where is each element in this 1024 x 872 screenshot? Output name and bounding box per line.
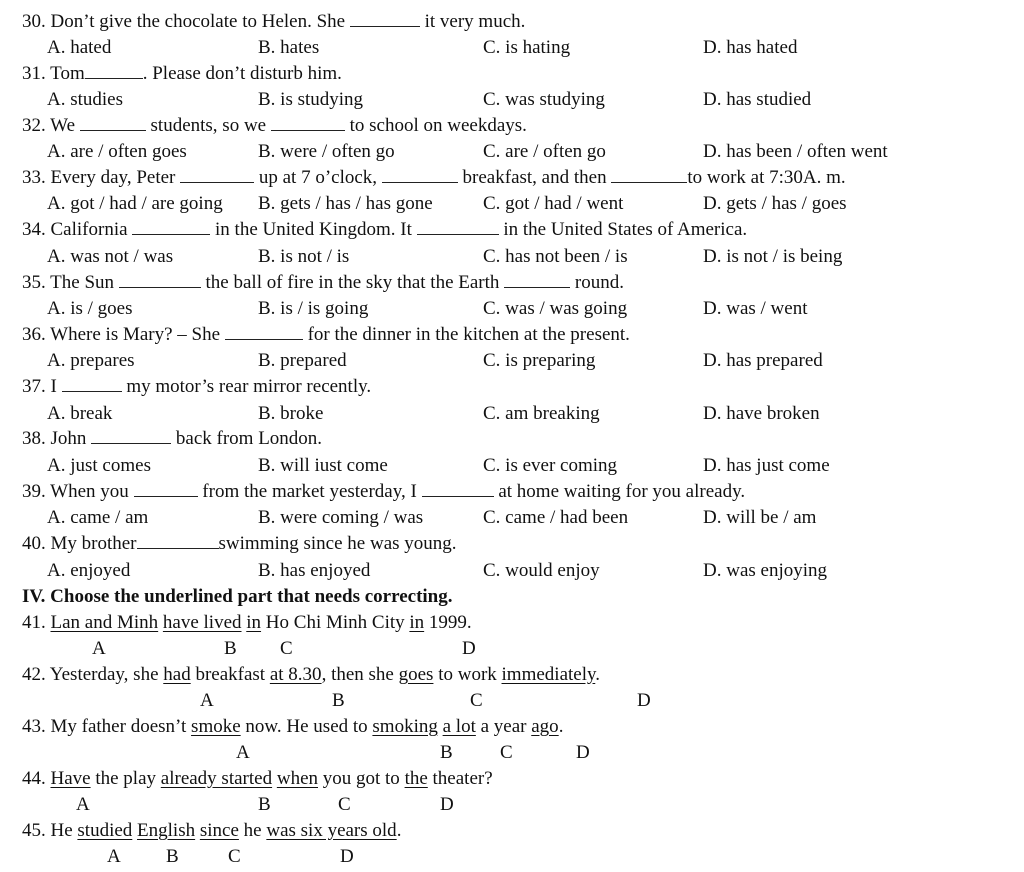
option-d: D. has hated [703,37,798,58]
section-heading: IV. Choose the underlined part that needs correcting. [22,586,453,607]
sentence-text: Ho Chi Minh City [265,612,405,633]
question-text: When you [50,481,129,502]
question-45 [22,820,401,842]
question-40 [22,533,457,555]
question-number: 36. [22,324,46,345]
option-a: A. are / often goes [47,141,187,162]
question-text: I [50,376,57,397]
underlined-part-c: since [199,820,239,841]
option-b: B. has enjoyed [258,560,371,581]
option-a: A. just comes [47,455,151,476]
sentence-text: you got to [322,768,400,789]
question-number: 44. [22,768,46,789]
question-31 [22,63,342,85]
underlined-part-b: already started [160,768,273,789]
label-b: B [440,742,453,763]
label-b: B [224,638,237,659]
question-35 [22,272,624,294]
label-b: B [258,794,271,815]
answer-blank [119,273,201,288]
option-b: B. were / often go [258,141,395,162]
sentence-text: now. He used to [245,716,368,737]
underlined-part-d: immediately [501,664,596,685]
question-text: from the market yesterday, I [202,481,417,502]
option-d: D. gets / has / goes [703,193,847,214]
option-b: B. is studying [258,89,364,110]
question-text: We [50,115,76,136]
question-number: 30. [22,11,46,32]
question-text: Every day, Peter [50,167,176,188]
question-text: in the United States of America. [503,219,748,240]
sentence-text: he [243,820,262,841]
option-b: B. is / is going [258,298,369,319]
label-a: A [107,846,121,867]
answer-blank [225,325,303,340]
question-39 [22,481,745,503]
label-c: C [338,794,351,815]
underlined-part-a: Have [50,768,91,789]
label-a: A [92,638,106,659]
option-a: A. was not / was [47,246,174,267]
question-text: John [50,428,87,449]
underlined-part-a: Lan and Minh [50,612,159,633]
option-b: B. will iust come [258,455,388,476]
question-text: California [50,219,128,240]
option-c: C. got / had / went [483,193,624,214]
option-c: C. would enjoy [483,560,600,581]
answer-blank [132,220,210,235]
sentence-text: . [558,716,564,737]
option-d: D. was enjoying [703,560,828,581]
underlined-part-c: a lot [442,716,476,737]
question-number: 38. [22,428,46,449]
label-b: B [332,690,345,711]
answer-blank [134,482,198,497]
answer-blank [504,273,570,288]
option-c: C. are / often go [483,141,606,162]
question-text: at home waiting for you already. [498,481,746,502]
option-d: D. have broken [703,403,820,424]
option-c: C. came / had been [483,507,629,528]
option-a: A. hated [47,37,112,58]
option-b: B. hates [258,37,320,58]
question-32 [22,115,527,137]
option-c: C. am breaking [483,403,600,424]
sentence-text: the play [95,768,157,789]
sentence-text: theater? [432,768,493,789]
question-number: 39. [22,481,46,502]
question-number: 41. [22,612,46,633]
option-a: A. enjoyed [47,560,131,581]
label-b: B [166,846,179,867]
sentence-text: My father doesn’t [50,716,187,737]
option-c: C. was / was going [483,298,628,319]
answer-blank [137,534,219,549]
question-36 [22,324,630,346]
question-text: to work at 7:30A. m. [687,167,846,188]
question-text: breakfast, and then [462,167,607,188]
question-38 [22,428,322,450]
label-c: C [280,638,293,659]
question-number: 45. [22,820,46,841]
question-42 [22,664,600,686]
question-33 [22,167,846,189]
label-a: A [76,794,90,815]
label-c: C [228,846,241,867]
option-d: D. has just come [703,455,830,476]
question-text: swimming since he was young. [218,533,457,554]
underlined-part-a: studied [77,820,133,841]
underlined-part-b: English [137,820,196,841]
option-a: A. prepares [47,350,135,371]
label-d: D [340,846,354,867]
question-text: The Sun [50,272,115,293]
question-number: 42. [22,664,46,685]
label-d: D [462,638,476,659]
question-number: 33. [22,167,46,188]
question-30 [22,11,525,33]
question-41 [22,612,472,634]
sentence-text: a year [480,716,527,737]
option-c: C. has not been / is [483,246,628,267]
option-d: D. was / went [703,298,808,319]
option-a: A. break [47,403,113,424]
underlined-part-a: smoke [191,716,241,737]
question-43 [22,716,563,738]
question-number: 37. [22,376,46,397]
underlined-part-b: smoking [372,716,438,737]
option-c: C. is preparing [483,350,596,371]
question-37 [22,376,371,398]
question-text: Tom [50,63,85,84]
option-b: B. prepared [258,350,347,371]
label-d: D [637,690,651,711]
question-number: 32. [22,115,46,136]
option-a: A. is / goes [47,298,133,319]
underlined-part-b: have lived [162,612,242,633]
option-a: A. got / had / are going [47,193,223,214]
label-a: A [200,690,214,711]
label-c: C [500,742,513,763]
answer-blank [382,168,458,183]
option-c: C. is hating [483,37,571,58]
option-d: D. has studied [703,89,812,110]
question-number: 31. [22,63,46,84]
sentence-text: , then she [321,664,394,685]
answer-blank [85,64,143,79]
option-c: C. is ever coming [483,455,618,476]
underlined-part-c: goes [398,664,434,685]
option-c: C. was studying [483,89,605,110]
option-d: D. has been / often went [703,141,888,162]
answer-blank [80,116,146,131]
option-b: B. gets / has / has gone [258,193,433,214]
option-d: D. is not / is being [703,246,843,267]
question-text: it very much. [424,11,526,32]
question-text: Where is Mary? – She [50,324,221,345]
question-text: students, so we [150,115,267,136]
question-number: 35. [22,272,46,293]
question-text: in the United Kingdom. It [215,219,412,240]
sentence-text: 1999. [428,612,472,633]
underlined-part-d: was six years old [266,820,397,841]
sentence-text: He [50,820,73,841]
answer-blank [271,116,345,131]
question-text: up at 7 o’clock, [258,167,378,188]
answer-blank [611,168,687,183]
underlined-part-b: at 8.30 [269,664,322,685]
answer-blank [62,377,122,392]
underlined-part-a: had [163,664,191,685]
question-34 [22,219,747,241]
sentence-text: . [396,820,402,841]
label-a: A [236,742,250,763]
sentence-text: to work [438,664,497,685]
sentence-text: . [595,664,601,685]
option-d: D. has prepared [703,350,823,371]
option-b: B. is not / is [258,246,350,267]
question-44 [22,768,493,790]
label-d: D [576,742,590,763]
question-text: the ball of fire in the sky that the Earth [205,272,500,293]
answer-blank [417,220,499,235]
question-text: my motor’s rear mirror recently. [126,376,372,397]
label-d: D [440,794,454,815]
question-text: to school on weekdays. [349,115,527,136]
question-text: My brother [50,533,137,554]
answer-blank [350,12,420,27]
question-number: 40. [22,533,46,554]
underlined-part-d: the [404,768,428,789]
question-text: Don’t give the chocolate to Helen. She [50,11,346,32]
option-d: D. will be / am [703,507,817,528]
sentence-text: breakfast [195,664,266,685]
option-b: B. broke [258,403,324,424]
question-text: back from London. [175,428,323,449]
underlined-part-d: ago [531,716,559,737]
question-text: for the dinner in the kitchen at the present. [307,324,630,345]
sentence-text: Yesterday, she [49,664,159,685]
answer-blank [91,429,171,444]
label-c: C [470,690,483,711]
underlined-part-c: in [246,612,262,633]
answer-blank [180,168,254,183]
question-text: round. [574,272,624,293]
answer-blank [422,482,494,497]
question-text: . Please don’t disturb him. [142,63,342,84]
question-number: 34. [22,219,46,240]
question-number: 43. [22,716,46,737]
underlined-part-d: in [409,612,425,633]
option-a: A. came / am [47,507,149,528]
underlined-part-c: when [276,768,318,789]
option-a: A. studies [47,89,123,110]
option-b: B. were coming / was [258,507,424,528]
